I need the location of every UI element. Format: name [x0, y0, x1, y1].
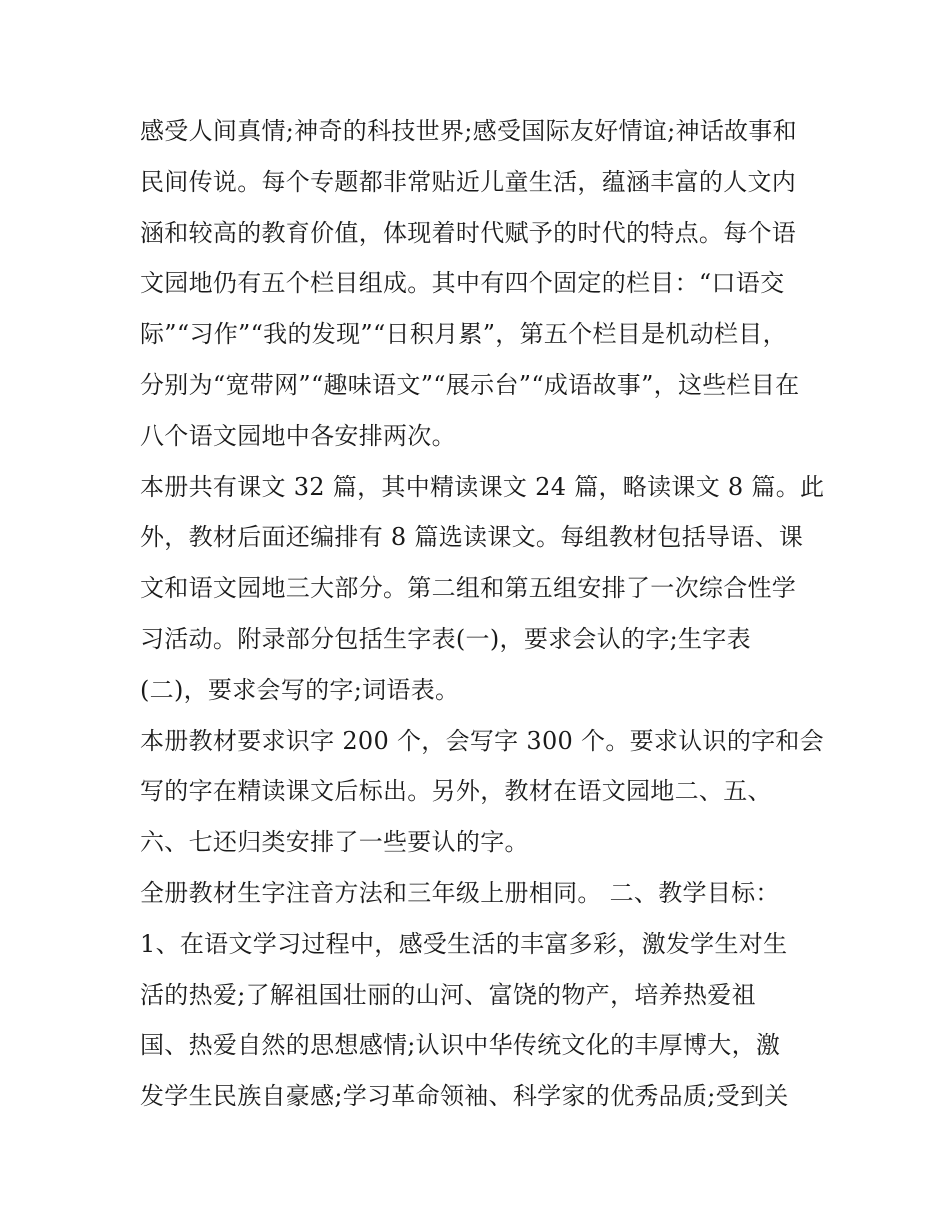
- text-line: 分别为“宽带网”“趣味语文”“展示台”“成语故事”，这些栏目在: [140, 370, 800, 399]
- text-line: 外，教材后面还编排有 8 篇选读课文。每组教材包括导语、课: [140, 523, 804, 552]
- text-line: 民间传说。每个专题都非常贴近儿童生活，蕴涵丰富的人文内: [140, 167, 797, 196]
- text-line: 本册教材要求识字 200 个，会写字 300 个。要求认识的字和会: [140, 726, 825, 755]
- text-line: 文和语文园地三大部分。第二组和第五组安排了一次综合性学: [140, 574, 797, 603]
- text-line: 写的字在精读课文后标出。另外，教材在语文园地二、五、: [140, 777, 772, 806]
- text-line: (二)，要求会写的字;词语表。: [140, 675, 460, 704]
- text-line: 1、在语文学习过程中，感受生活的丰富多彩，激发学生对生: [140, 929, 788, 958]
- text-line: 感受人间真情;神奇的科技世界;感受国际友好情谊;神话故事和: [140, 117, 797, 145]
- text-line: 活的热爱;了解祖国壮丽的山河、富饶的物产，培养热爱祖: [140, 980, 756, 1009]
- body-text: [140, 106, 825, 1122]
- text-line: 习活动。附录部分包括生字表(一)，要求会认的字;生字表: [140, 624, 751, 653]
- text-line: 本册共有课文 32 篇，其中精读课文 24 篇，略读课文 8 篇。此: [140, 472, 825, 501]
- text-line: 全册教材生字注音方法和三年级上册相同。 二、教学目标：: [140, 878, 780, 907]
- text-line: 国、热爱自然的思想感情;认识中华传统文化的丰厚博大，激: [140, 1031, 781, 1060]
- text-line: 发学生民族自豪感;学习革命领袖、科学家的优秀品质;受到关: [140, 1082, 789, 1111]
- text-line: 文园地仍有五个栏目组成。其中有四个固定的栏目：“口语交: [140, 269, 785, 298]
- text-line: 八个语文园地中各安排两次。: [140, 421, 456, 450]
- text-line: 涵和较高的教育价值，体现着时代赋予的时代的特点。每个语: [140, 218, 797, 247]
- text-line: 六、七还归类安排了一些要认的字。: [140, 828, 529, 857]
- text-line: 际”“习作”“我的发现”“日积月累”，第五个栏目是机动栏目，: [140, 320, 787, 349]
